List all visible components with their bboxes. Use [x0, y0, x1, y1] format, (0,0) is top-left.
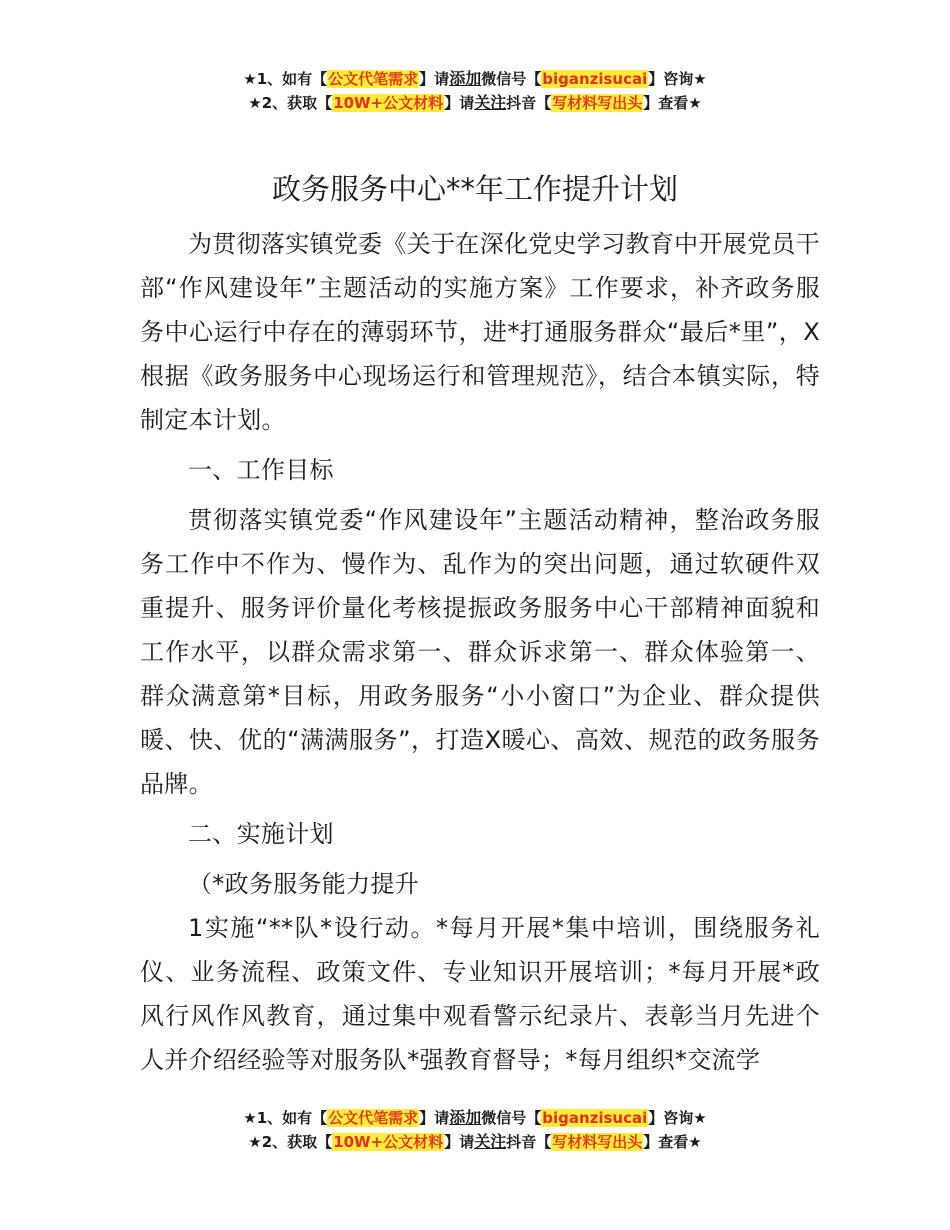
- banner-highlight: 写材料写出头: [552, 1133, 643, 1151]
- section-heading-plan: 二、实施计划: [188, 820, 334, 848]
- section-heading-goals: 一、工作目标: [188, 456, 334, 484]
- banner-underlined: 添加: [449, 1108, 482, 1127]
- banner-highlight: 公文代笔需求: [328, 70, 419, 88]
- banner-line-2: [0, 91, 950, 115]
- paragraph-goals: 贯彻落实镇党委“作风建设年”主题活动精神，整治政务服务工作中不作为、慢作为、乱作为的突出问题，通过软硬件双重提升、服务评价量化考核提振政务服务中心干部精神面貌和工作水平，以群众需求第一、群众诉求第一、群众体验第一、群众满意第*目标，用政务服务“小小窗口”为企业、群众提供暖、快、优的“满满服务”，打造X暖心、高效、规范的政务服务品牌。: [140, 506, 820, 798]
- banner-text: 】咨询★: [648, 70, 707, 88]
- banner-text: ★2、获取【: [248, 94, 333, 112]
- banner-text: 】请: [419, 1109, 450, 1127]
- banner-text: 】咨询★: [648, 1109, 707, 1127]
- paragraph-plan-item: 1实施“**队*设行动。*每月开展*集中培训，围绕服务礼仪、业务流程、政策文件、专业知识开展培训；*每月开展*政风行风作风教育，通过集中观看警示纪录片、表彰当月先进个人并介绍经验等对服务队*强教育督导；*每月组织*交流学: [140, 914, 820, 1074]
- banner-highlight: biganzisucai: [542, 1109, 648, 1127]
- subsection-heading: （*政务服务能力提升: [188, 870, 419, 898]
- banner-text: ★1、如有【: [243, 70, 328, 88]
- banner-highlight: 10W+公文材料: [333, 94, 444, 112]
- banner-text: 】查看★: [643, 1133, 702, 1151]
- banner-text: 】请: [444, 94, 475, 112]
- banner-text: 】请: [419, 70, 450, 88]
- banner-line-2: [0, 1130, 950, 1154]
- header-banner: [0, 67, 950, 115]
- banner-line-1: [0, 1106, 950, 1130]
- document-title: 政务服务中心**年工作提升计划: [271, 172, 678, 206]
- banner-text: 抖音【: [506, 94, 552, 112]
- banner-highlight: biganzisucai: [542, 70, 648, 88]
- banner-highlight: 公文代笔需求: [328, 1109, 419, 1127]
- banner-underlined: 关注: [474, 1132, 507, 1151]
- banner-text: ★1、如有【: [243, 1109, 328, 1127]
- footer-banner: [0, 1106, 950, 1154]
- banner-text: 微信号【: [481, 1109, 542, 1127]
- banner-text: 】查看★: [643, 94, 702, 112]
- banner-text: 抖音【: [506, 1133, 552, 1151]
- banner-text: 】请: [444, 1133, 475, 1151]
- banner-highlight: 10W+公文材料: [333, 1133, 444, 1151]
- banner-text: 微信号【: [481, 70, 542, 88]
- paragraph-intro: 为贯彻落实镇党委《关于在深化党史学习教育中开展党员干部“作风建设年”主题活动的实施方案》工作要求，补齐政务服务中心运行中存在的薄弱环节，进*打通服务群众“最后*里”，X根据《政务服务中心现场运行和管理规范》，结合本镇实际，特制定本计划。: [140, 230, 820, 434]
- banner-underlined: 关注: [474, 93, 507, 112]
- banner-text: ★2、获取【: [248, 1133, 333, 1151]
- document-body: [140, 222, 820, 1082]
- banner-highlight: 写材料写出头: [552, 94, 643, 112]
- banner-underlined: 添加: [449, 69, 482, 88]
- banner-line-1: [0, 67, 950, 91]
